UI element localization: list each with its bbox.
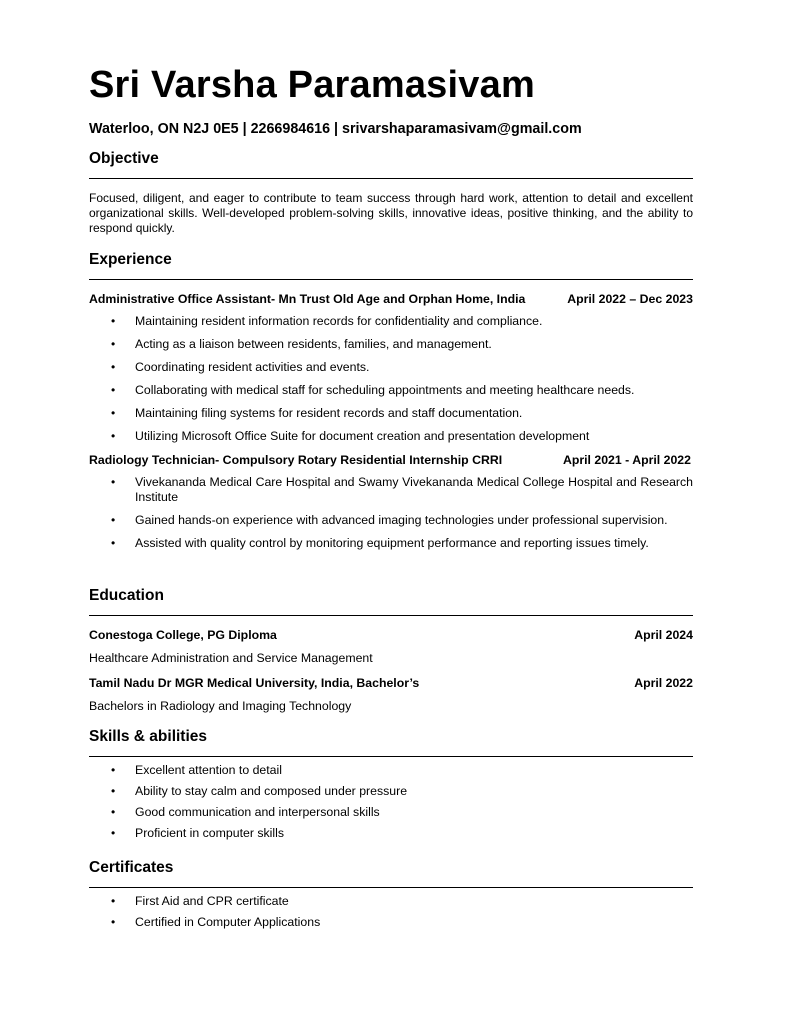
skills-list [89,763,693,841]
list-item [89,536,693,551]
bullet-text: Coordinating resident activities and events. [135,360,370,374]
skill-text: Ability to stay calm and composed under pressure [135,784,408,798]
certificate-text: First Aid and CPR certificate [135,894,289,908]
certificates-section [89,859,693,930]
objective-section [89,150,693,236]
bullet-icon: • [111,805,116,819]
education-section [89,587,693,713]
bullet-text: Utilizing Microsoft Office Suite for document creation and presentation development [135,429,590,443]
bullet-text: Gained hands-on experience with advanced imaging technologies under professional supervision. [135,513,668,527]
bullet-text: Maintaining filing systems for resident records and staff documentation. [135,406,523,420]
job-bullet-list [89,475,693,551]
candidate-name: Sri Varsha Paramasivam [89,64,535,106]
experience-section [89,251,693,551]
program-name: Healthcare Administration and Service Management [89,651,373,665]
bullet-icon: • [111,406,116,420]
bullet-icon: • [111,475,116,489]
education-heading: Education [89,587,693,616]
list-item [89,383,693,398]
bullet-text: Collaborating with medical staff for scheduling appointments and meeting healthcare needs. [135,383,635,397]
contact-line: Waterloo, ON N2J 0E5 | 2266984616 | srivarshaparamasivam@gmail.com [89,121,582,137]
list-item [89,314,693,329]
bullet-text: Vivekananda Medical Care Hospital and Swamy Vivekananda Medical College Hospital and Research Institute [135,475,693,504]
certificates-heading: Certificates [89,859,693,888]
bullet-icon: • [111,383,116,397]
bullet-icon: • [111,915,116,929]
list-item [89,915,693,930]
program-name: Bachelors in Radiology and Imaging Technology [89,699,352,713]
bullet-icon: • [111,763,116,777]
objective-text: Focused, diligent, and eager to contribute to team success through hard work, attention to detail and excellent organizational skills. Well-developed problem-solving skills, innovative ideas, positive thinking, and the ability to respond quickly. [89,191,693,235]
list-item [89,429,693,444]
bullet-text: Acting as a liaison between residents, families, and management. [135,337,492,351]
school-name: Tamil Nadu Dr MGR Medical University, India, Bachelor’s [89,676,420,690]
skill-text: Proficient in computer skills [135,826,284,840]
skill-text: Excellent attention to detail [135,763,282,777]
list-item [89,513,693,528]
education-date: April 2022 [634,676,693,690]
bullet-text: Maintaining resident information records for confidentiality and compliance. [135,314,543,328]
objective-heading: Objective [89,150,693,179]
bullet-icon: • [111,337,116,351]
experience-heading: Experience [89,251,693,280]
bullet-icon: • [111,536,116,550]
bullet-icon: • [111,513,116,527]
bullet-icon: • [111,429,116,443]
list-item [89,406,693,421]
education-entry [89,676,693,690]
education-date: April 2024 [634,628,693,642]
list-item [89,826,693,841]
list-item [89,784,693,799]
job-dates: April 2022 – Dec 2023 [567,292,693,306]
job-header [89,453,693,467]
list-item [89,360,693,375]
skills-section [89,728,693,841]
list-item [89,475,693,505]
bullet-icon: • [111,360,116,374]
skills-heading: Skills & abilities [89,728,693,757]
list-item [89,337,693,352]
job-bullet-list [89,314,693,444]
bullet-icon: • [111,314,116,328]
bullet-text: Assisted with quality control by monitoring equipment performance and reporting issues timely. [135,536,649,550]
job-dates: April 2021 - April 2022 [562,453,691,467]
list-item [89,805,693,820]
job-role: Radiology Technician- Compulsory Rotary Residential Internship CRRI [89,453,503,467]
job-header [89,292,693,306]
school-name: Conestoga College, PG Diploma [89,628,277,642]
education-entry [89,628,693,642]
bullet-icon: • [111,894,116,908]
certificate-text: Certified in Computer Applications [135,915,321,929]
job-role: Administrative Office Assistant- Mn Trust Old Age and Orphan Home, India [89,292,526,306]
certificates-list [89,894,693,930]
list-item [89,894,693,909]
skill-text: Good communication and interpersonal skills [135,805,380,819]
list-item [89,763,693,778]
bullet-icon: • [111,784,116,798]
bullet-icon: • [111,826,116,840]
